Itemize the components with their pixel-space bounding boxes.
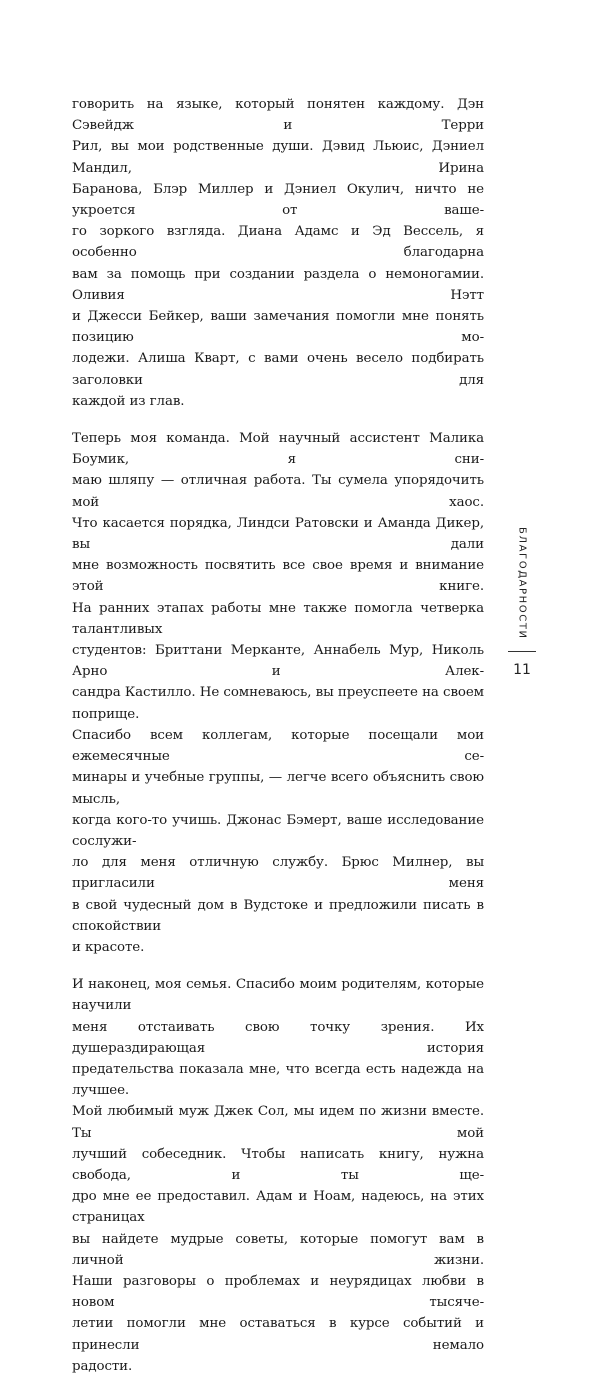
text-line: лучший собеседник. Чтобы написать книгу, нужна свобода, и ты ще- xyxy=(72,1146,484,1183)
text-line: каждой из глав. xyxy=(72,393,185,409)
page-number: 11 xyxy=(513,662,531,678)
text-line: в свой чудесный дом в Вудстоке и предложили писать в спокойствии xyxy=(72,897,484,934)
text-line: говорить на языке, который понятен каждому. Дэн Сэвейдж и Терри xyxy=(72,97,484,134)
text-line: предательства показала мне, что всегда есть надежда на лучшее. xyxy=(72,1061,484,1099)
text-line: И наконец, моя семья. Спасибо моим родителям, которые научили xyxy=(72,977,484,1014)
text-line: Баранова, Блэр Миллер и Дэниел Окулич, ничто не укроется от ваше- xyxy=(72,181,484,219)
paragraph-family xyxy=(72,974,484,1377)
text-line: Рил, вы мои родственные души. Дэвид Льюис, Дэниел Мандил, Ирина xyxy=(72,139,484,176)
text-line: вам за помощь при создании раздела о немоногамии. Оливия Нэтт xyxy=(72,266,484,303)
running-head xyxy=(512,528,532,638)
text-line: вы найдете мудрые советы, которые помогут вам в личной жизни. xyxy=(72,1231,484,1268)
text-line: лодежи. Алиша Кварт, с вами очень весело подбирать заголовки для xyxy=(72,351,484,388)
section-title: БЛАГОДАРНОСТИ xyxy=(516,526,528,640)
text-line: маю шляпу — отличная работа. Ты сумела упорядочить мой хаос. xyxy=(72,473,484,510)
text-line: сандра Кастилло. Не сомневаюсь, вы преуспеете на своем поприще. xyxy=(72,685,484,722)
text-line: Что касается порядка, Линдси Ратовски и Аманда Дикер, вы дали xyxy=(72,515,484,553)
text-line: и Джесси Бейкер, ваши замечания помогли мне понять позицию мо- xyxy=(72,309,484,346)
text-line: Теперь моя команда. Мой научный ассистент Малика Боумик, я сни- xyxy=(72,431,484,468)
text-line: когда кого-то учишь. Джонас Бэмерт, ваше исследование сослужи- xyxy=(72,812,484,849)
text-line: Спасибо всем коллегам, которые посещали мои ежемесячные се- xyxy=(72,727,484,765)
text-line: меня отстаивать свою точку зрения. Их душераздирающая история xyxy=(72,1019,484,1056)
text-line: и красоте. xyxy=(72,939,145,955)
text-line: радости. xyxy=(72,1358,133,1374)
text-line: минары и учебные группы, — легче всего объяснить свою мысль, xyxy=(72,770,484,807)
text-line: Мой любимый муж Джек Сол, мы идем по жизни вместе. Ты мой xyxy=(72,1104,484,1141)
text-line: мне возможность посвятить все свое время и внимание этой книге. xyxy=(72,558,484,595)
text-line: Наши разговоры о проблемах и неурядицах любви в новом тысяче- xyxy=(72,1273,484,1311)
folio-divider xyxy=(508,651,536,652)
body-text xyxy=(72,94,484,1393)
paragraph-colleagues xyxy=(72,94,484,412)
text-line: летии помогли мне оставаться в курсе событий и принесли немало xyxy=(72,1316,484,1353)
text-line: студентов: Бриттани Мерканте, Аннабель Мур, Николь Арно и Алек- xyxy=(72,643,484,680)
text-line: дро мне ее предоставил. Адам и Ноам, надеюсь, на этих страницах xyxy=(72,1189,484,1226)
text-line: На ранних этапах работы мне также помогла четверка талантливых xyxy=(72,600,484,637)
paragraph-team xyxy=(72,428,484,958)
text-line: ло для меня отличную службу. Брюс Милнер, вы пригласили меня xyxy=(72,855,484,892)
text-line: го зоркого взгляда. Диана Адамс и Эд Вессель, я особенно благодарна xyxy=(72,224,484,261)
